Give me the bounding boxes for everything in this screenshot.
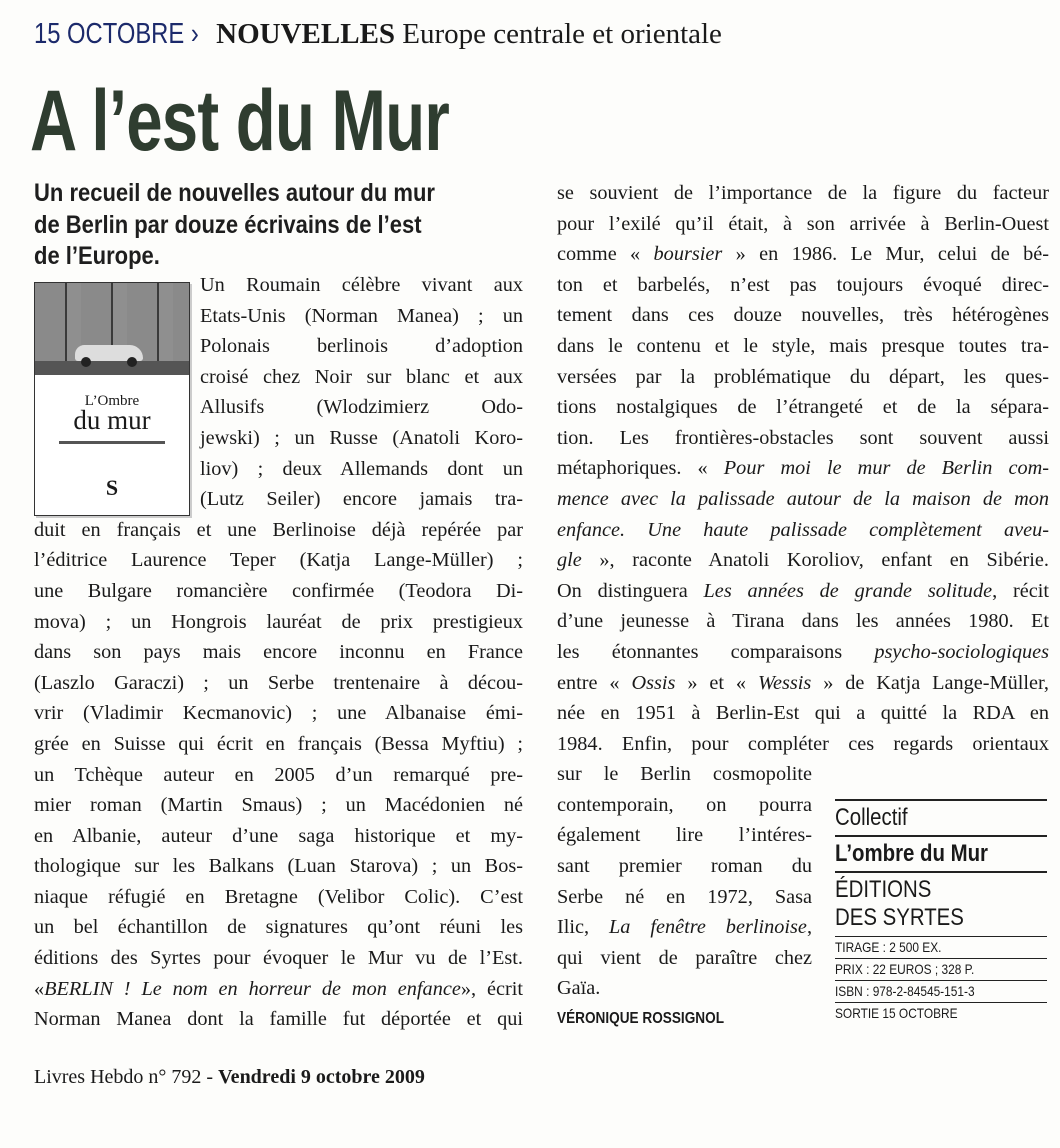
info-author: Collectif	[835, 804, 908, 831]
text-line	[557, 545, 1049, 576]
text: Allusifs (Wlodzimierz Odo-	[200, 396, 523, 419]
text: dans son pays mais encore inconnu en France	[34, 641, 523, 664]
text: un Tchèque auteur en 2005 d’un remarqué pre-	[34, 763, 523, 786]
text-line	[34, 882, 523, 913]
text-line	[557, 392, 1049, 423]
text: sur le Berlin cosmopolite	[557, 763, 812, 786]
author-signature: VÉRONIQUE ROSSIGNOL	[557, 1010, 724, 1027]
text: thologique sur les Balkans (Luan Starova) ; un Bos-	[34, 855, 523, 878]
text: grée en Suisse qui écrit en français (Bessa Myftiu) ;	[34, 732, 523, 755]
footer-magazine: Livres Hebdo n° 792 -	[34, 1066, 219, 1088]
text-line	[34, 698, 523, 729]
text: ,	[806, 916, 813, 939]
text-line	[557, 453, 1049, 484]
article-title: A l’est du Mur	[30, 73, 450, 169]
text-line	[200, 362, 523, 393]
info-isbn: ISBN : 978-2-84545-151-3	[835, 983, 975, 999]
text: d’une jeunesse à Tirana dans les années 1980. Et	[557, 610, 1049, 633]
deck-line: de l’Europe.	[34, 242, 160, 270]
kicker-date: 15 OCTOBRE ›	[34, 18, 199, 50]
italic-text: Les années de grande solitude	[703, 579, 993, 602]
page-footer	[34, 1066, 425, 1089]
text: Ilic,	[557, 916, 610, 939]
cover-title-main: du mur	[73, 405, 151, 435]
text: comme «	[557, 243, 654, 266]
deck-line: de Berlin par douze écrivains de l’est	[34, 210, 422, 239]
text: 1984. Enfin, pour compléter ces regards orientaux	[557, 732, 1049, 755]
text: métaphoriques. «	[557, 457, 724, 480]
italic-text: Ossis	[631, 671, 676, 694]
text-line	[34, 760, 523, 791]
text-line	[557, 484, 1049, 515]
text-line	[34, 637, 523, 668]
text-line	[200, 331, 523, 362]
italic-text: enfance. Une haute palissade complètement aveu-	[557, 518, 1049, 541]
text: » et «	[675, 671, 758, 694]
text-line	[557, 790, 812, 821]
text-line	[557, 637, 1049, 668]
text: entre «	[557, 671, 632, 694]
text: mier roman (Martin Smaus) ; un Macédonien né	[34, 794, 523, 817]
italic-text: BERLIN ! Le nom en horreur de mon enfance	[44, 977, 461, 1000]
text: (Lutz Seiler) encore jamais tra-	[200, 488, 523, 511]
text-line	[557, 973, 812, 1004]
section-kicker	[34, 18, 722, 51]
text: Etats-Unis (Norman Manea) ; un	[200, 304, 523, 327]
text: versées par la problématique du départ, les ques-	[557, 365, 1049, 388]
article-column-left	[34, 270, 523, 1035]
text-line	[34, 851, 523, 882]
text: », écrit	[460, 977, 524, 1000]
text-line	[200, 423, 523, 454]
text: tement dans ces douze nouvelles, très hétérogènes	[557, 304, 1049, 327]
text: également lire l’intéres-	[557, 824, 812, 847]
italic-text: Wessis	[757, 671, 812, 694]
text: » de Katja Lange-Müller,	[811, 671, 1049, 694]
text: pour l’exilé qu’il était, à son arrivée à Berlin-Ouest	[557, 212, 1049, 235]
text: », raconte Anatoli Koroliov, enfant en Sibérie.	[581, 549, 1049, 572]
article-deck	[34, 178, 554, 273]
info-publisher-line2: DES SYRTES	[835, 904, 964, 931]
text: éditions des Syrtes pour évoquer le Mur vu de l’Est.	[34, 947, 523, 970]
book-info-box	[835, 799, 1047, 1024]
text-line	[557, 668, 1049, 699]
text: l’éditrice Laurence Teper (Katja Lange-Müller) ;	[34, 549, 523, 572]
text-line	[557, 331, 1049, 362]
text-line	[557, 943, 812, 974]
text-line	[200, 301, 523, 332]
text-line	[557, 178, 1049, 209]
info-book-title: L’ombre du Mur	[835, 840, 988, 867]
text-line	[557, 606, 1049, 637]
text-line	[557, 209, 1049, 240]
text-line	[200, 392, 523, 423]
text-line	[34, 974, 523, 1005]
text-line	[557, 576, 1049, 607]
italic-text: gle	[557, 549, 582, 572]
text: liov) ; deux Allemands dont un	[200, 457, 523, 480]
text-line	[557, 851, 812, 882]
text-line	[34, 821, 523, 852]
text: Polonais berlinois d’adoption	[200, 335, 523, 358]
text-line	[557, 300, 1049, 331]
text-line	[34, 1004, 523, 1035]
text-line	[34, 607, 523, 638]
text-line	[34, 545, 523, 576]
text: croisé chez Noir sur blanc et aux	[200, 365, 523, 388]
text: un bel échantillon de signatures qu’ont réuni les	[34, 916, 523, 939]
text-line	[557, 820, 812, 851]
text-line	[557, 698, 1049, 729]
text: née en 1951 à Berlin-Est qui a quitté la RDA en	[557, 702, 1049, 725]
text-line	[557, 759, 812, 790]
text: contemporain, on pourra	[557, 793, 812, 816]
italic-text: mence avec la palissade autour de la maison de mon	[557, 487, 1049, 510]
text: une Bulgare romancière confirmée (Teodora Di-	[34, 579, 523, 602]
text-line	[557, 239, 1049, 270]
italic-text: Pour moi le mur de Berlin com-	[723, 457, 1049, 480]
text-line	[557, 515, 1049, 546]
text-line	[557, 270, 1049, 301]
italic-text: psycho-sociologiques	[874, 640, 1049, 663]
info-release: SORTIE 15 OCTOBRE	[835, 1005, 958, 1021]
text: les étonnantes comparaisons	[557, 640, 875, 663]
text-line	[34, 943, 523, 974]
text: jewski) ; un Russe (Anatoli Koro-	[200, 426, 523, 449]
kicker-rubric: NOUVELLES	[216, 18, 396, 50]
info-publisher-line1: ÉDITIONS	[835, 876, 932, 903]
italic-text: boursier	[653, 243, 723, 266]
text: Serbe né en 1972, Sasa	[557, 885, 812, 908]
text-line	[34, 576, 523, 607]
text-line	[557, 362, 1049, 393]
footer-date: Vendredi 9 octobre 2009	[218, 1066, 425, 1088]
text-line	[557, 882, 812, 913]
text-line	[557, 912, 812, 943]
text-line	[200, 454, 523, 485]
text-line	[34, 790, 523, 821]
kicker-subrubric: Europe centrale et orientale	[402, 18, 722, 50]
text: en Albanie, auteur d’une saga historique et my-	[34, 824, 523, 847]
italic-text: La fenêtre berlinoise	[609, 916, 807, 939]
text-line	[34, 912, 523, 943]
text-line	[557, 423, 1049, 454]
text-line	[34, 729, 523, 760]
text: niaque réfugié en Bretagne (Velibor Colic). C’est	[34, 885, 523, 908]
text-line	[200, 270, 523, 301]
cover-title-top: L’Ombre	[84, 393, 140, 409]
text: «	[34, 977, 45, 1000]
text: dans le contenu et le style, mais presque toutes tra-	[557, 334, 1049, 357]
text-line	[34, 515, 523, 546]
text: qui vient de paraître chez	[557, 946, 812, 969]
text: Un Roumain célèbre vivant aux	[200, 274, 523, 296]
text: » en 1986. Le Mur, celui de bé-	[722, 243, 1049, 266]
text: , récit	[992, 579, 1050, 602]
text: tion. Les frontières-obstacles sont souvent aussi	[557, 426, 1049, 449]
text: Gaïa.	[557, 977, 601, 1000]
text: vrir (Vladimir Kecmanovic) ; une Albanaise émi-	[34, 702, 523, 725]
text: mova) ; un Hongrois lauréat de prix prestigieux	[34, 610, 523, 633]
cover-publisher-logo: S	[105, 475, 119, 500]
text-line	[200, 484, 523, 515]
info-tirage: TIRAGE : 2 500 EX.	[835, 939, 942, 955]
text: sant premier roman du	[557, 855, 812, 878]
text: Norman Manea dont la famille fut déportée et qui	[34, 1008, 523, 1031]
info-price: PRIX : 22 EUROS ; 328 P.	[835, 961, 975, 977]
text: (Laszlo Garaczi) ; un Serbe trentenaire à décou-	[34, 671, 523, 694]
text: duit en français et une Berlinoise déjà repérée par	[34, 518, 523, 541]
text-line	[557, 729, 1049, 760]
text: tions nostalgiques de l’étrangeté et de la sépara-	[557, 396, 1049, 419]
text: ton et barbelés, n’est pas toujours évoqué direc-	[557, 273, 1049, 296]
text: On distinguera	[557, 579, 704, 602]
text-line	[34, 668, 523, 699]
deck-line: Un recueil de nouvelles autour du mur	[34, 179, 435, 207]
text: se souvient de l’importance de la figure du facteur	[557, 182, 1049, 204]
